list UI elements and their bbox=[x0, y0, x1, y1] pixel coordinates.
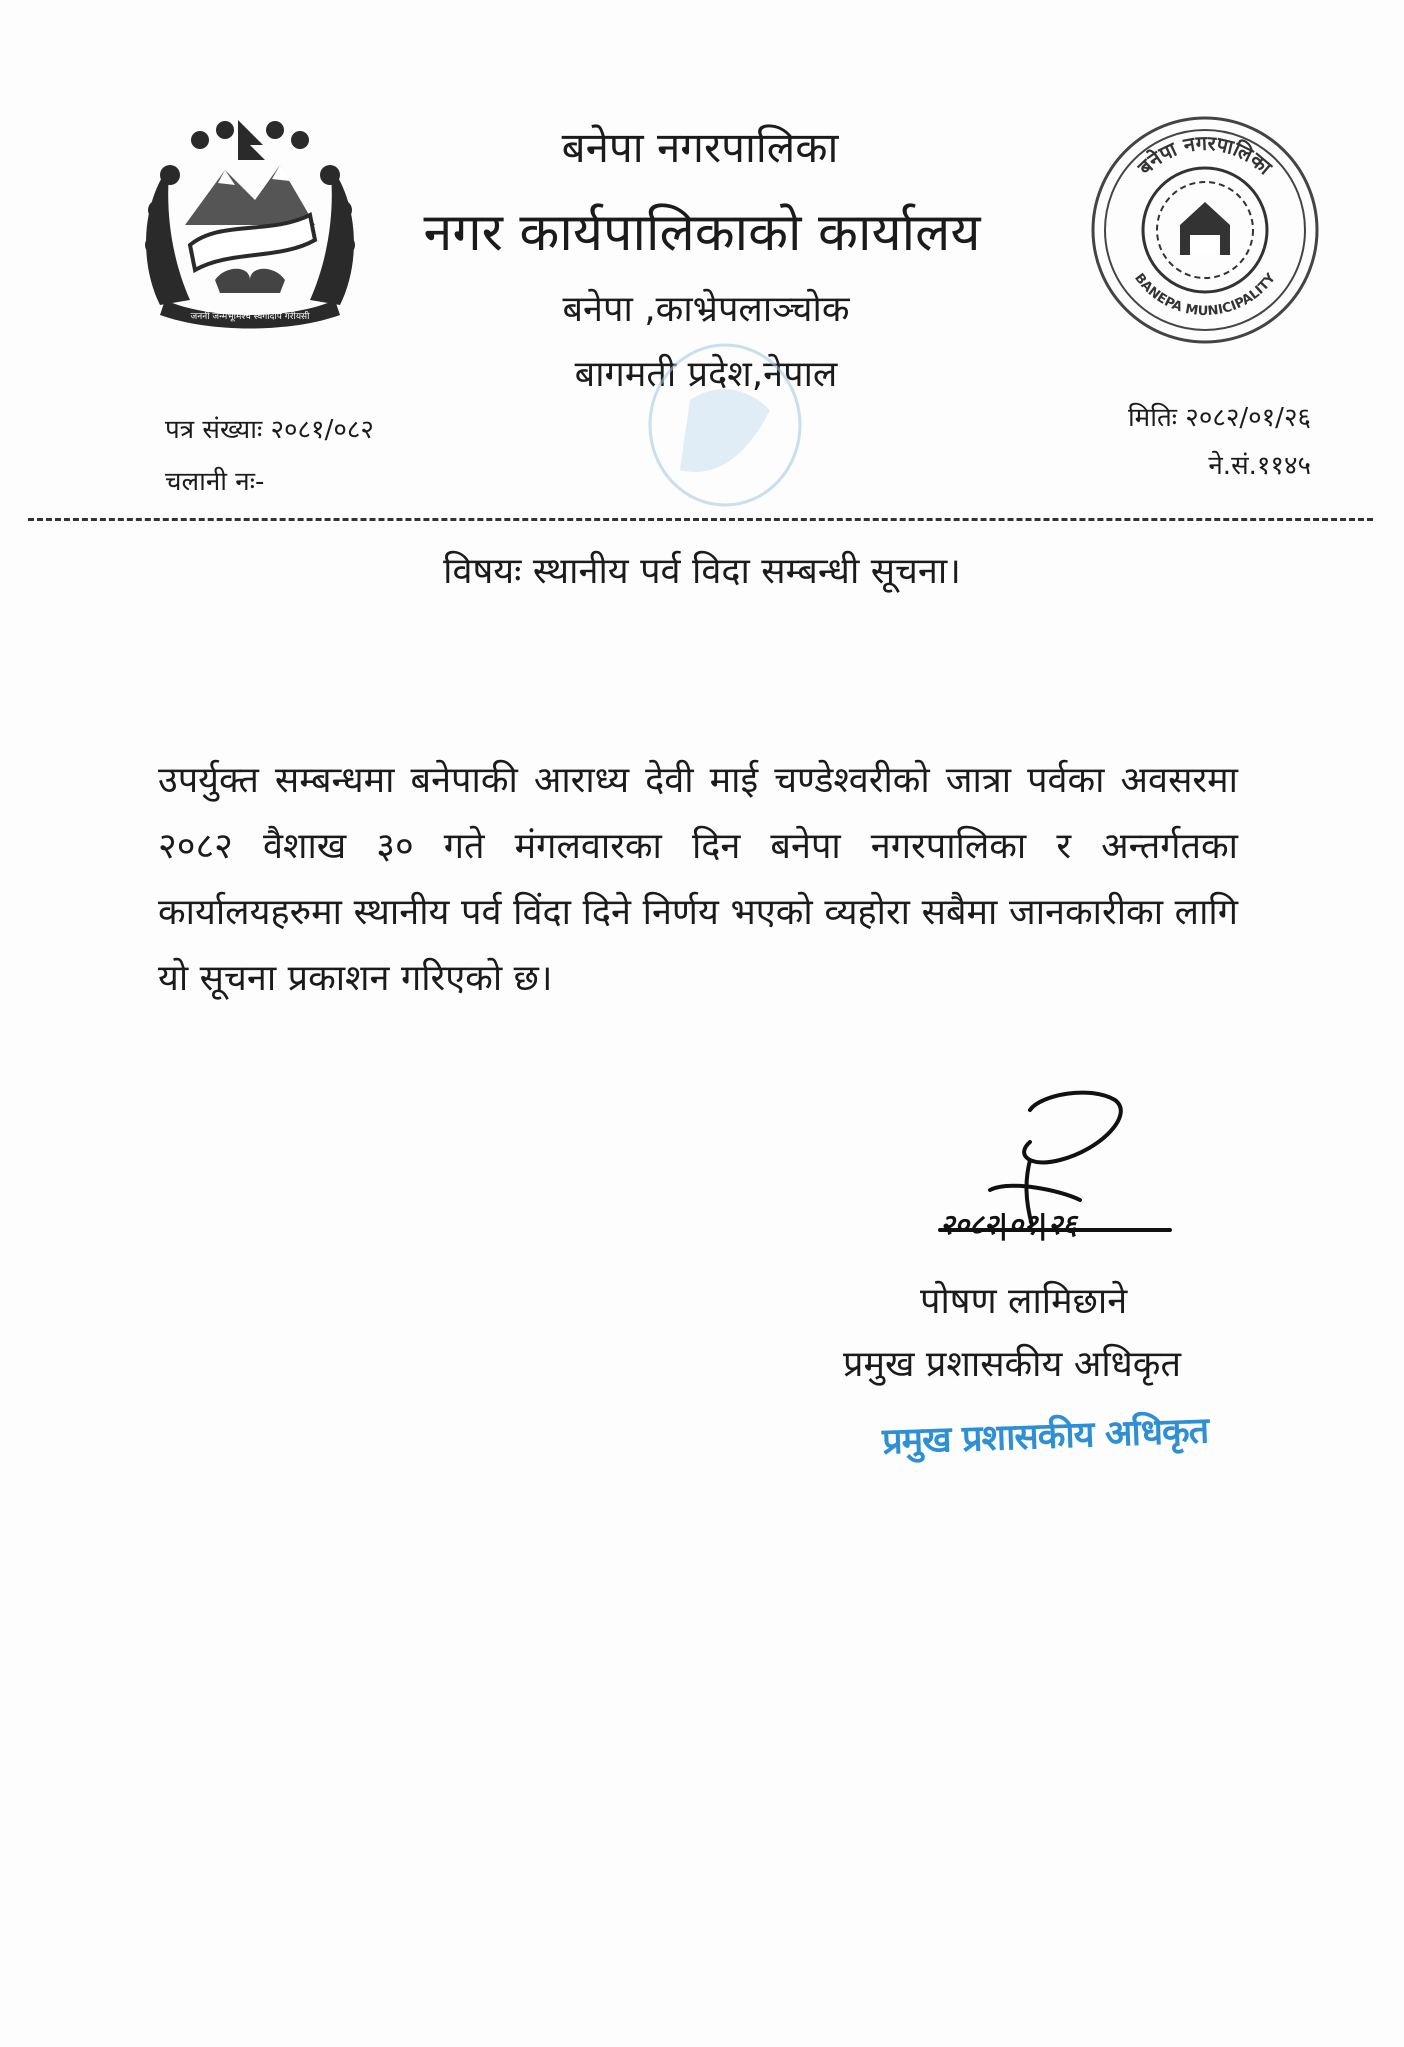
notice-body: उपर्युक्त सम्बन्धमा बनेपाकी आराध्य देवी माई चण्डेश्वरीको जात्रा पर्वका अवसरमा २०८२ वैशाख ३० गते मंगलवारका दिन बनेपा नगरपालिका र अन्तर्गतका कार्यालयहरुमा स्थानीय पर्व विंदा दिने निर्णय भएको व्यहोरा सबैमा जानकारीका लागि यो सूचना प्रकाशन गरिएको छ। bbox=[158, 760, 1238, 999]
emblem-banner-text: जननी जन्मभूमिश्च स्वर्गादपि गरीयसी bbox=[190, 312, 310, 322]
letter-number: पत्र संख्याः २०८१/०८२ bbox=[165, 415, 374, 445]
dispatch-number: चलानी नः- bbox=[165, 467, 265, 497]
seal-top-text: बनेपा नगरपालिका bbox=[1132, 130, 1277, 180]
letter-date: मितिः २०८२/०१/२६ bbox=[1127, 403, 1311, 433]
signature-date: २०८२|०१|२६ bbox=[940, 1208, 1077, 1241]
office-address: बनेपा ,काभ्रेपलाञ्चोक bbox=[562, 289, 850, 330]
nepal-era-date: ने.सं.११४५ bbox=[1208, 451, 1311, 481]
notice-subject: विषयः स्थानीय पर्व विदा सम्बन्धी सूचना। bbox=[443, 551, 961, 592]
faint-stamp-icon bbox=[630, 330, 820, 520]
municipality-name: बनेपा नगरपालिका bbox=[561, 123, 839, 172]
officer-name: पोषण लामिछाने bbox=[920, 1281, 1128, 1322]
office-province: बागमती प्रदेश,नेपाल bbox=[574, 354, 838, 395]
header-divider bbox=[28, 518, 1373, 521]
municipality-seal-icon bbox=[1085, 110, 1325, 350]
office-name: नगर कार्यपालिकाको कार्यालय bbox=[423, 203, 981, 263]
officer-title: प्रमुख प्रशासकीय अधिकृत bbox=[843, 1344, 1181, 1385]
seal-bottom-text: BANEPA MUNICIPALITY bbox=[1131, 270, 1279, 320]
officer-stamp: प्रमुख प्रशासकीय अधिकृत bbox=[881, 1410, 1209, 1463]
